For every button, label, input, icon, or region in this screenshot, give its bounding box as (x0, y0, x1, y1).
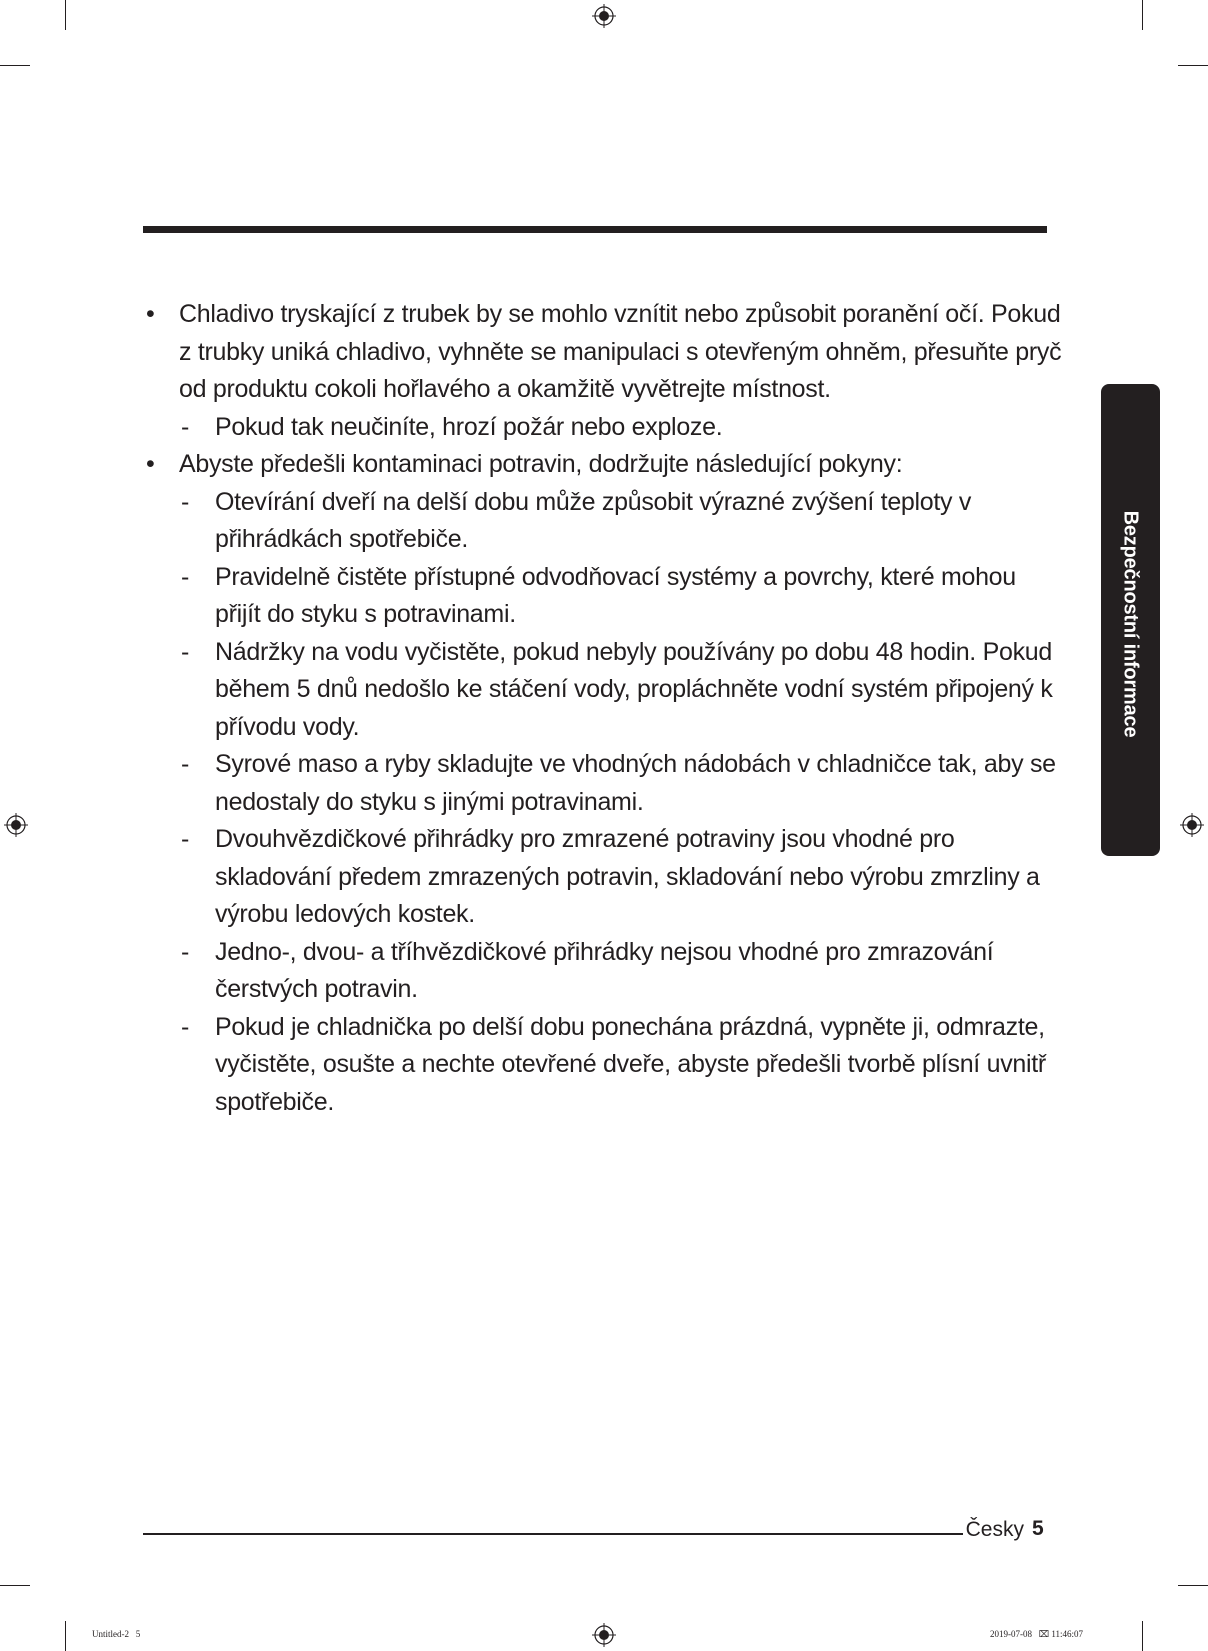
list-item-text: Pokud je chladnička po delší dobu ponechána prázdná, vypněte ji, odmrazte, vyčistěte, osušte a nechte otevřené dveře, abyste předešli tvorbě plísní uvnitř spotřebiče. (215, 1012, 1046, 1116)
sub-list-item (143, 484, 1063, 559)
sub-list-item (143, 934, 1063, 1009)
dash-marker: - (181, 937, 190, 966)
list-item-text: Pravidelně čistěte přístupné odvodňovací systémy a povrchy, které mohou přijít do styku s potravinami. (215, 562, 1016, 628)
crop-mark (1178, 1585, 1208, 1586)
dash-marker: - (181, 637, 190, 666)
sub-list-item (143, 634, 1063, 747)
header-rule (143, 226, 1047, 233)
crop-mark (1142, 0, 1143, 30)
registration-mark-icon (592, 1623, 616, 1647)
print-slug-datetime: 2019-07-08 ⌧ 11:46:07 (990, 1629, 1084, 1639)
dash-marker: - (181, 1012, 190, 1041)
list-item-text: Dvouhvězdičkové přihrádky pro zmrazené potraviny jsou vhodné pro skladování předem zmrazených potravin, skladování nebo výrobu zmrzliny a výrobu ledových kostek. (215, 825, 1040, 928)
dash-marker: - (181, 825, 190, 853)
bullet-marker: • (146, 300, 155, 328)
crop-mark (65, 1621, 66, 1651)
registration-mark-icon (592, 4, 616, 28)
list-item (143, 296, 1063, 409)
list-item-text: Nádržky na vodu vyčistěte, pokud nebyly používány po dobu 48 hodin. Pokud během 5 dnů nedošlo ke stáčení vody, propláchněte vodní systém připojený k přívodu vody. (215, 637, 1053, 741)
list-item-text: Pokud tak neučiníte, hrozí požár nebo exploze. (215, 412, 723, 441)
list-item-text: Otevírání dveří na delší dobu může způsobit výrazné zvýšení teploty v přihrádkách spotřebiče. (215, 487, 972, 553)
list-item-text: Jedno-, dvou- a tříhvězdičkové přihrádky nejsou vhodné pro zmrazování čerstvých potravin. (215, 937, 994, 1003)
bullet-marker: • (146, 450, 155, 478)
chapter-tab-label: Bezpečnostní informace (1119, 510, 1142, 738)
dash-marker: - (181, 562, 190, 591)
crop-mark (1178, 65, 1208, 66)
crop-mark (1142, 1621, 1143, 1651)
sub-list-item (143, 1009, 1063, 1122)
dash-marker: - (181, 412, 190, 441)
sub-list-item (143, 821, 1063, 934)
crop-mark (0, 65, 30, 66)
crop-mark (65, 0, 66, 30)
sub-list-item (143, 409, 1063, 447)
footer-rule (143, 1533, 963, 1535)
dash-marker: - (181, 487, 190, 516)
list-item (143, 446, 1063, 484)
print-slug-file: Untitled-2 5 (92, 1629, 141, 1639)
list-item-text: Chladivo tryskající z trubek by se mohlo vznítit nebo způsobit poranění očí. Pokud z trubky uniká chladivo, vyhněte se manipulaci s otevřeným ohněm, přesuňte pryč od produktu cokoli hořlavého a okamžitě vyvětrejte místnost. (179, 300, 1062, 403)
registration-mark-icon (4, 813, 28, 837)
dash-marker: - (181, 750, 190, 778)
sub-list-item (143, 746, 1063, 821)
safety-list (143, 296, 1063, 1121)
registration-mark-icon (1180, 813, 1204, 837)
crop-mark (0, 1585, 30, 1586)
page-number: 5 (1032, 1517, 1044, 1540)
footer-language: Česky (965, 1518, 1024, 1541)
list-item-text: Abyste předešli kontaminaci potravin, dodržujte následující pokyny: (179, 450, 903, 478)
list-item-text: Syrové maso a ryby skladujte ve vhodných nádobách v chladničce tak, aby se nedostaly do styku s jinými potravinami. (215, 750, 1056, 816)
sub-list-item (143, 559, 1063, 634)
